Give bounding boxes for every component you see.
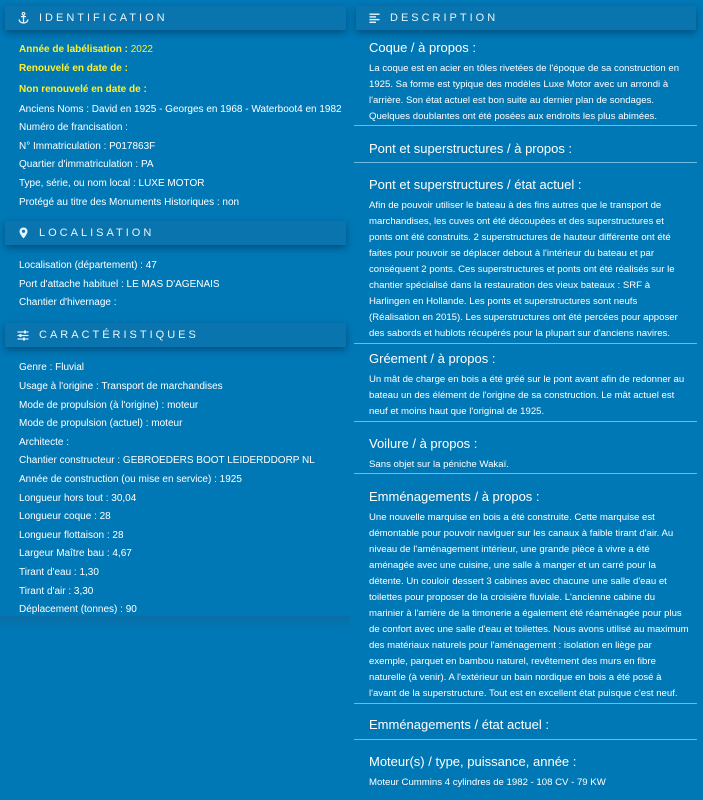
immatriculation-row: N° Immatriculation : P017863F (19, 141, 156, 152)
map-marker-icon (11, 227, 35, 239)
localisation-title: LOCALISATION (39, 227, 155, 239)
tirant-air-row: Tirant d'air : 3,30 (19, 586, 94, 597)
emmenagements-apropos-title: Emménagements / à propos : (369, 489, 540, 504)
longueur-hors-tout-row: Longueur hors tout : 30,04 (19, 493, 137, 504)
chantier-hivernage-row: Chantier d'hivernage : (19, 297, 117, 308)
identification-title: IDENTIFICATION (39, 12, 168, 24)
separator (354, 703, 697, 704)
coque-title: Coque / à propos : (369, 40, 476, 55)
francisation-row: Numéro de francisation : (19, 122, 128, 133)
greement-body: Un mât de charge en bois a été gréé sur le pont avant afin de redonner au bateau un des élément de l'origine de sa construction. Le mât actuel est neuf et moins haut que l'original de 1925. (369, 374, 685, 417)
caracteristiques-header (5, 323, 346, 347)
usage-origine-row: Usage à l'origine : Transport de marchandises (19, 381, 223, 392)
longueur-coque-row: Longueur coque : 28 (19, 511, 111, 522)
emmenagements-apropos-body: Une nouvelle marquise en bois a été construite. Cette marquise est démontable pour pouvoir naviguer sur les canaux à faible tirant d'air. Au niveau de l'aménagement intérieur, une grande pièce à vivre a été aménagée avec une cuisine, une salle à manger et un carré pour la détente. Un couloir dessert 3 cabines avec chacune une salle d'eau et toilettes pour proposer de la croisière fluviale. L'ancienne cabine du marinier à l'arrière de la timonerie a également été réaménagée pour plus de confort avec une salle d'eau et toilettes. Nous avons utilisé au maximum des matériaux naturels pour l'aménagement : isolation en liège par exemple, parquet en bambou naturel, revêtement des murs en fibre naturelle (à venir). A l'extérieur un bain nordique en bois a été posé à l'avant de la superstructure. Tout est en excellent état puisque c'est neuf. (369, 512, 689, 699)
caracteristiques-title: CARACTÉRISTIQUES (39, 329, 199, 341)
identification-header (5, 6, 346, 30)
separator (354, 421, 697, 422)
greement-title: Gréement / à propos : (369, 351, 496, 366)
pont-apropos-title: Pont et superstructures / à propos : (369, 141, 573, 156)
voilure-title: Voilure / à propos : (369, 436, 478, 451)
non-renouvele-row: Non renouvelé en date de : (19, 84, 147, 95)
coque-body: La coque est en acier en tôles rivetées de l'époque de sa construction en 1925. Sa forme est typique des modèles Luxe Motor avec un arrondi à l'arrière. Son état actuel est bon suite au dernier plan de sondages. Quelques doublantes ont été posées aux endroits les plus abimées. (369, 63, 680, 122)
annee-labelisation-value: 2022 (130, 44, 153, 55)
separator (354, 739, 697, 740)
anciens-noms-row: Anciens Noms : David en 1925 - Georges en 1968 - Waterboot4 en 1982 (19, 104, 342, 115)
chantier-constructeur-row: Chantier constructeur : GEBROEDERS BOOT LEIDERDDORP NL (19, 455, 315, 466)
monuments-row: Protégé au titre des Monuments Historiques : non (19, 197, 240, 208)
moteur-title: Moteur(s) / type, puissance, année : (369, 754, 577, 769)
genre-row: Genre : Fluvial (19, 362, 85, 373)
voilure-body: Sans objet sur la péniche Wakaï. (369, 459, 509, 470)
tirant-eau-row: Tirant d'eau : 1,30 (19, 567, 99, 578)
port-attache-row: Port d'attache habituel : LE MAS D'AGENAIS (19, 279, 220, 290)
quartier-row: Quartier d'immatriculation : PA (19, 159, 154, 170)
align-left-icon (362, 13, 386, 23)
renouvele-row: Renouvelé en date de : (19, 63, 128, 74)
annee-labelisation-row (19, 44, 153, 56)
annee-labelisation-label: Année de labélisation : (19, 44, 128, 55)
separator (354, 473, 697, 474)
longueur-flottaison-row: Longueur flottaison : 28 (19, 530, 124, 541)
separator (354, 125, 697, 126)
right-column (354, 0, 703, 800)
localisation-header (5, 221, 346, 245)
separator (354, 162, 697, 163)
emmenagements-etat-title: Emménagements / état actuel : (369, 717, 549, 732)
propulsion-origine-row: Mode de propulsion (à l'origine) : moteur (19, 400, 199, 411)
deplacement-row: Déplacement (tonnes) : 90 (19, 604, 137, 615)
propulsion-actuel-row: Mode de propulsion (actuel) : moteur (19, 418, 183, 429)
left-panel-bottom-shadow (0, 616, 350, 630)
moteur-body: Moteur Cummins 4 cylindres de 1982 - 108 CV - 79 KW (369, 777, 606, 788)
localisation-departement-row: Localisation (département) : 47 (19, 260, 157, 271)
sliders-icon (11, 330, 35, 341)
architecte-row: Architecte : (19, 437, 70, 448)
anchor-icon (11, 12, 35, 24)
left-column (0, 0, 350, 800)
pont-etat-title: Pont et superstructures / état actuel : (369, 177, 582, 192)
separator (354, 343, 697, 344)
description-header (356, 6, 696, 30)
pont-etat-body: Afin de pouvoir utiliser le bateau à des fins autres que le transport de marchandises, les cuves ont été découpées et des superstructures et ponts ont été construits. 2 superstructures de hauteur différente ont été faites pour pouvoir se déplacer debout à l'intérieur du bateau et par conséquent 2 ponts. Ces superstructures et ponts ont été réalisés sur le chantier spécialisé dans la restauration des vieux bateaux : SRF à Harlingen en Hollande. Les ponts et superstructures sont neufs (Réalisation en 2015). Les superstructures ont été percées pour apposer des sabords et hublots récupérés pour la plupart sur d'anciens navires. (369, 200, 678, 339)
annee-construction-row: Année de construction (ou mise en service) : 1925 (19, 474, 242, 485)
type-serie-row: Type, série, ou nom local : LUXE MOTOR (19, 178, 205, 189)
largeur-maitre-bau-row: Largeur Maître bau : 4,67 (19, 548, 132, 559)
description-title: DESCRIPTION (390, 12, 499, 24)
